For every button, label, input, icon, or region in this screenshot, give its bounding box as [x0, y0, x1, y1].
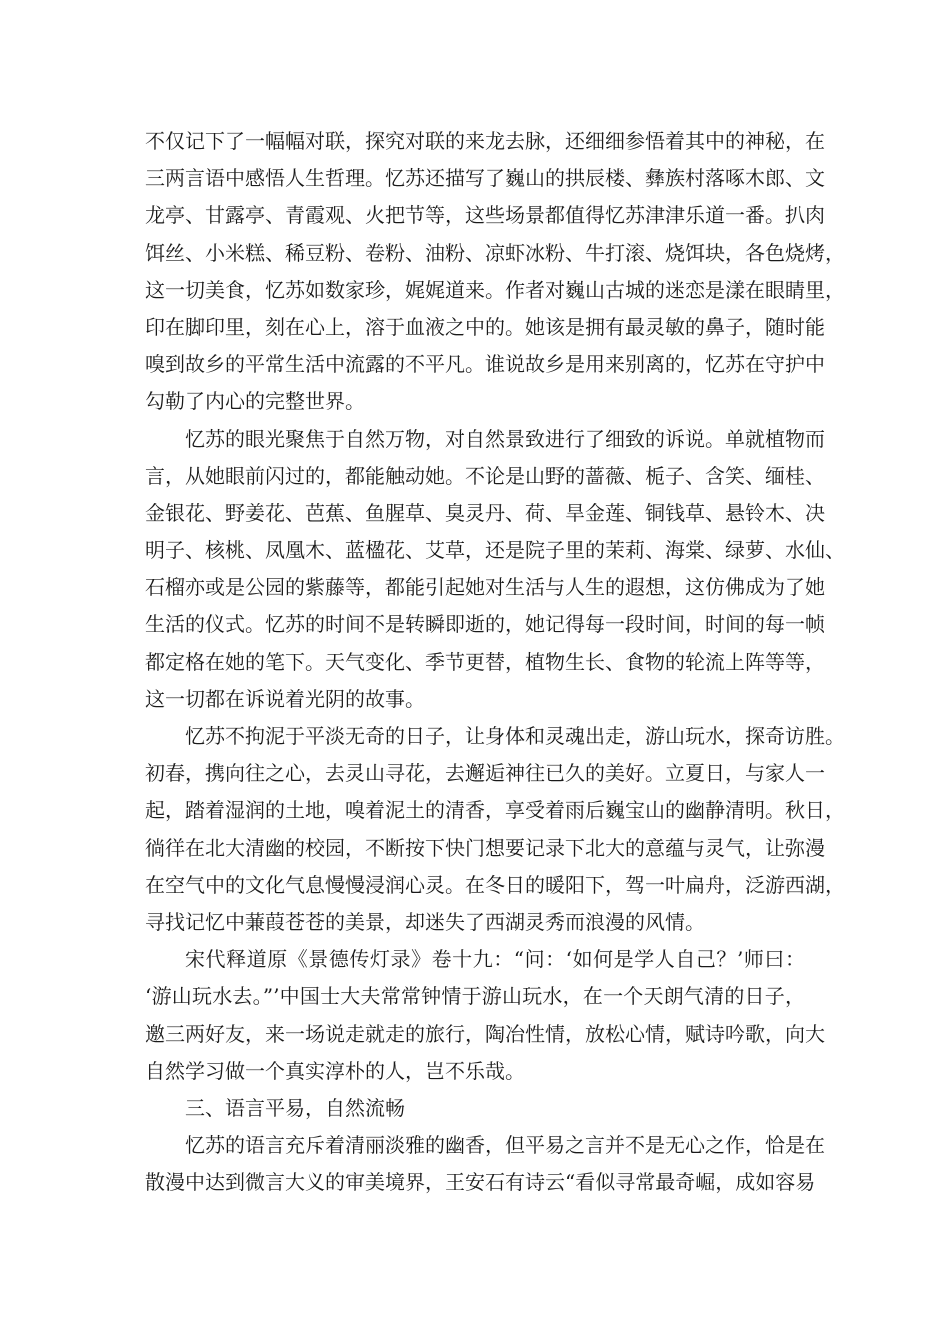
text-line: 石榴亦或是公园的紫藤等，都能引起她对生活与人生的遐想，这仿佛成为了她: [145, 575, 825, 600]
text-line: 嗅到故乡的平常生活中流露的不平凡。谁说故乡是用来别离的，忆苏在守护中: [145, 352, 825, 377]
paragraph-first-line: 忆苏的眼光聚焦于自然万物，对自然景致进行了细致的诉说。单就植物而: [185, 426, 825, 451]
text-line: 生活的仪式。忆苏的时间不是转瞬即逝的，她记得每一段时间，时间的每一帧: [145, 612, 825, 637]
text-line: 勾勒了内心的完整世界。: [145, 389, 365, 414]
text-line: 散漫中达到微言大义的审美境界，王安石有诗云“看似寻常最奇崛，成如容易: [145, 1170, 816, 1195]
text-line: 徜徉在北大清幽的校园，不断按下快门想要记录下北大的意蕴与灵气，让弥漫: [145, 835, 825, 860]
text-line: 邀三两好友，来一场说走就走的旅行，陶冶性情，放松心情，赋诗吟歌，向大: [145, 1021, 825, 1046]
text-line: 金银花、野姜花、芭蕉、鱼腥草、臭灵丹、荷、旱金莲、铜钱草、悬铃木、决: [145, 500, 825, 525]
text-line: 寻找记忆中蒹葭苍苍的美景，却迷失了西湖灵秀而浪漫的风情。: [145, 909, 705, 934]
text-line: ‘游山玩水去。”’中国士大夫常常钟情于游山玩水，在一个天朗气清的日子，: [145, 984, 805, 1009]
text-line: 印在脚印里，刻在心上，溶于血液之中的。她该是拥有最灵敏的鼻子，随时能: [145, 314, 825, 339]
paragraph-first-line: 忆苏不拘泥于平淡无奇的日子，让身体和灵魂出走，游山玩水，探奇访胜。: [185, 724, 845, 748]
text-line: 饵丝、小米糕、稀豆粉、卷粉、油粉、凉虾冰粉、牛打滚、烧饵块，各色烧烤，: [145, 240, 845, 265]
paragraph-first-line: 三、语言平易，自然流畅: [185, 1095, 405, 1120]
text-line: 起，踏着湿润的土地，嗅着泥土的清香，享受着雨后巍宝山的幽静清明。秋日，: [145, 798, 845, 823]
body-text: [145, 123, 845, 1201]
text-line: 龙亭、甘露亭、青霞观、火把节等，这些场景都值得忆苏津津乐道一番。扒肉: [145, 203, 825, 228]
text-line: 这一切都在诉说着光阴的故事。: [145, 686, 425, 711]
text-line: 不仅记下了一幅幅对联，探究对联的来龙去脉，还细细参悟着其中的神秘，在: [145, 129, 825, 153]
text-line: 在空气中的文化气息慢慢浸润心灵。在冬日的暖阳下，驾一叶扁舟，泛游西湖，: [145, 872, 845, 897]
paragraph-first-line: 宋代释道原《景德传灯录》卷十九：“问：‘如何是学人自己？’师曰：: [185, 947, 805, 972]
text-line: 言，从她眼前闪过的，都能触动她。不论是山野的蔷薇、栀子、含笑、缅桂、: [145, 463, 825, 488]
text-line: 三两言语中感悟人生哲理。忆苏还描写了巍山的拱辰楼、彝族村落啄木郎、文: [145, 166, 825, 191]
text-line: 明子、核桃、凤凰木、蓝楹花、艾草，还是院子里的茉莉、海棠、绿萝、水仙、: [145, 538, 845, 563]
text-line: 这一切美食，忆苏如数家珍，娓娓道来。作者对巍山古城的迷恋是漾在眼睛里，: [145, 277, 845, 302]
text-line: 都定格在她的笔下。天气变化、季节更替，植物生长、食物的轮流上阵等等，: [145, 649, 825, 674]
paragraph-first-line: 忆苏的语言充斥着清丽淡雅的幽香，但平易之言并不是无心之作，恰是在: [185, 1133, 825, 1158]
text-line: 自然学习做一个真实淳朴的人，岂不乐哉。: [145, 1058, 525, 1083]
text-line: 初春，携向往之心，去灵山寻花，去邂逅神往已久的美好。立夏日，与家人一: [145, 761, 825, 786]
